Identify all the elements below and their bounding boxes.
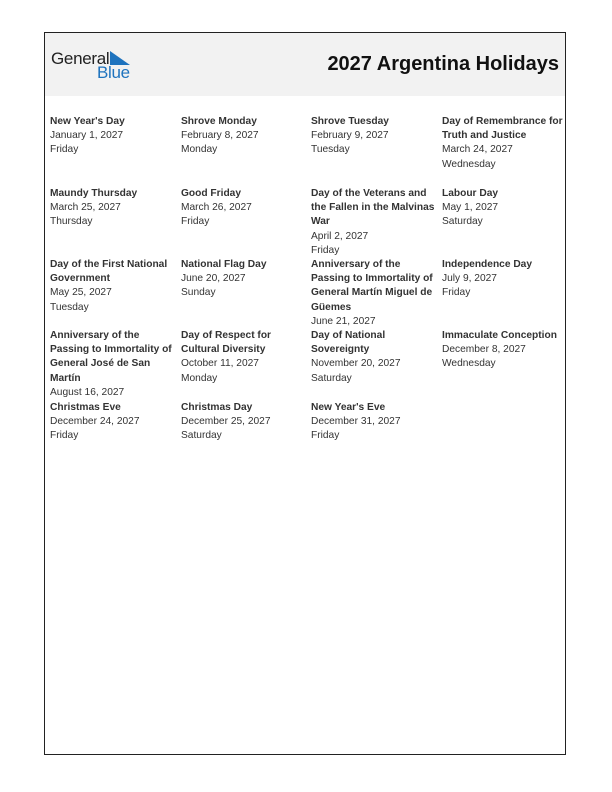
holiday-name: Day of the Veterans and the Fallen in the Malvinas War	[311, 188, 435, 228]
holiday-date: December 25, 2027	[181, 416, 271, 428]
holiday-name: New Year's Day	[50, 116, 125, 127]
holiday-weekday: Saturday	[311, 372, 352, 384]
holiday-item	[311, 187, 437, 258]
holiday-date: December 31, 2027	[311, 416, 401, 428]
holiday-name: Maundy Thursday	[50, 188, 138, 199]
holiday-item	[50, 401, 176, 444]
holiday-weekday: Saturday	[442, 216, 483, 228]
holiday-item	[50, 329, 176, 400]
holiday-name: Good Friday	[181, 188, 241, 199]
holiday-name: National Flag Day	[181, 259, 267, 270]
holiday-item	[311, 329, 437, 386]
holiday-item	[181, 115, 307, 158]
calendar-page	[44, 32, 566, 755]
holiday-name: New Year's Eve	[311, 402, 386, 413]
holiday-weekday: Friday	[50, 144, 79, 156]
holiday-date: February 8, 2027	[181, 130, 259, 142]
holiday-item	[442, 115, 568, 172]
holiday-item	[311, 115, 437, 158]
holiday-item	[50, 258, 176, 315]
holiday-date: January 1, 2027	[50, 130, 124, 142]
holiday-date: October 11, 2027	[181, 358, 259, 370]
holiday-name: Shrove Tuesday	[311, 116, 389, 127]
holiday-date: June 21, 2027	[311, 315, 376, 327]
header-bar	[45, 33, 565, 96]
holiday-name: Day of Remembrance for Truth and Justice	[442, 116, 563, 142]
holiday-weekday: Tuesday	[311, 144, 350, 156]
holiday-weekday: Monday	[181, 372, 218, 384]
holiday-name: Day of National Sovereignty	[311, 330, 386, 356]
holiday-name: Day of Respect for Cultural Diversity	[181, 330, 272, 356]
holiday-date: November 20, 2027	[311, 358, 401, 370]
holiday-date: May 25, 2027	[50, 287, 112, 299]
holiday-weekday: Sunday	[181, 287, 216, 299]
holiday-date: August 16, 2027	[50, 386, 125, 398]
holiday-item	[311, 258, 437, 329]
holiday-name: Day of the First National Government	[50, 259, 168, 285]
holiday-date: February 9, 2027	[311, 130, 389, 142]
generalblue-logo[interactable]	[51, 49, 141, 83]
holiday-item	[442, 258, 568, 301]
holiday-date: July 9, 2027	[442, 273, 497, 285]
holiday-weekday: Friday	[442, 287, 471, 299]
holiday-item	[50, 187, 176, 230]
holiday-date: December 24, 2027	[50, 416, 140, 428]
holiday-name: Independence Day	[442, 259, 533, 270]
holiday-name: Christmas Eve	[50, 402, 121, 413]
holiday-item	[311, 401, 437, 444]
holiday-weekday: Thursday	[50, 216, 93, 228]
holiday-name: Anniversary of the Passing to Immortality of General Martín Miguel de Güemes	[311, 259, 433, 313]
holiday-name: Labour Day	[442, 188, 499, 199]
holiday-date: June 20, 2027	[181, 273, 246, 285]
holiday-item	[50, 115, 176, 158]
holiday-item	[181, 401, 307, 444]
holiday-date: December 8, 2027	[442, 344, 526, 356]
holiday-date: March 25, 2027	[50, 202, 121, 214]
holiday-weekday: Wednesday	[442, 358, 496, 370]
holiday-name: Christmas Day	[181, 402, 253, 413]
holiday-item	[442, 329, 568, 372]
holiday-weekday: Friday	[50, 430, 79, 442]
holiday-item	[442, 187, 568, 230]
holiday-name: Anniversary of the Passing to Immortality of General José de San Martín	[50, 330, 172, 384]
holiday-item	[181, 258, 307, 301]
page-title: 2027 Argentina Holidays	[327, 53, 559, 75]
holiday-date: May 1, 2027	[442, 202, 499, 214]
holiday-weekday: Tuesday	[50, 301, 89, 313]
holiday-date: March 24, 2027	[442, 144, 513, 156]
holiday-date: March 26, 2027	[181, 202, 252, 214]
holiday-name: Immaculate Conception	[442, 330, 557, 341]
holiday-weekday: Friday	[311, 430, 340, 442]
holiday-name: Shrove Monday	[181, 116, 257, 127]
holiday-weekday: Saturday	[181, 430, 222, 442]
logo-general-text: General	[51, 49, 110, 68]
holiday-item	[181, 329, 307, 386]
holiday-weekday: Wednesday	[442, 158, 496, 170]
holiday-weekday: Friday	[181, 216, 210, 228]
logo-blue-text: Blue	[97, 63, 130, 82]
holiday-date: April 2, 2027	[311, 230, 369, 242]
holiday-weekday: Friday	[311, 244, 340, 256]
holiday-weekday: Monday	[181, 144, 218, 156]
holiday-item	[181, 187, 307, 230]
